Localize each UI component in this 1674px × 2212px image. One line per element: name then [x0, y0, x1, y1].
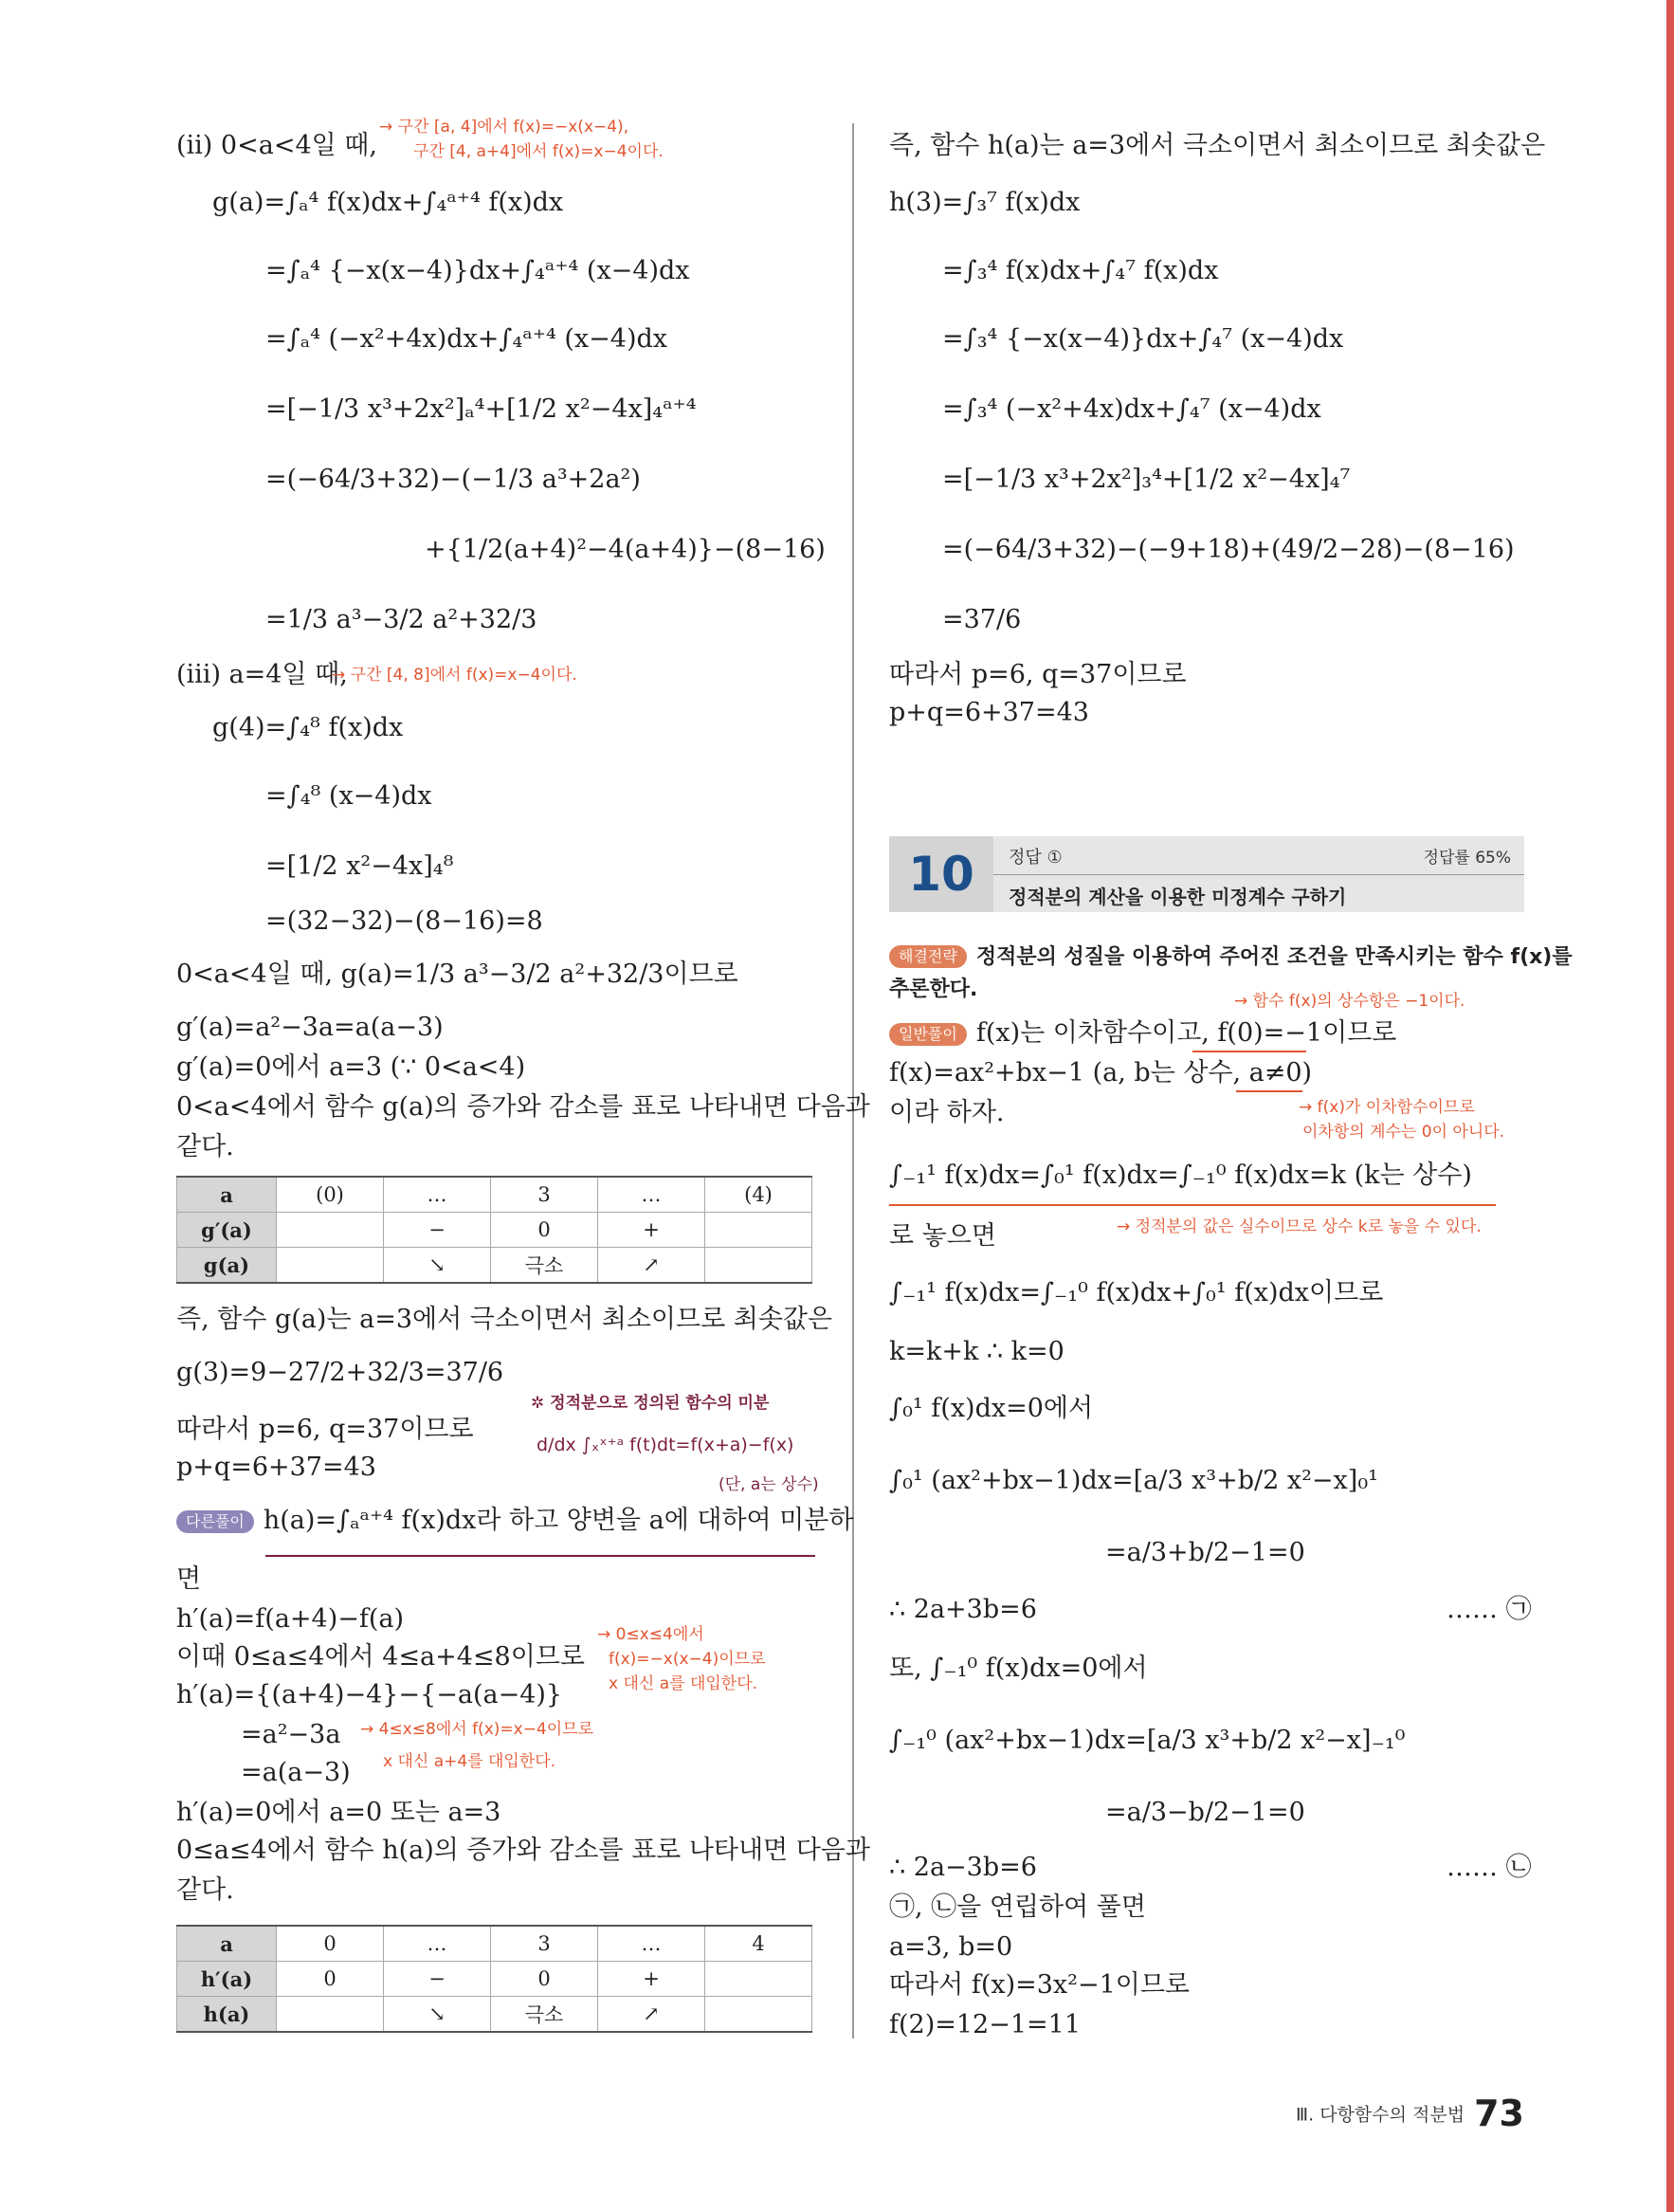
math-line: k=k+k ∴ k=0 — [889, 1337, 1064, 1366]
text-line: 0<a<4에서 함수 g(a)의 증가와 감소를 표로 나타내면 다음과 — [176, 1092, 870, 1122]
case-2-heading: (ⅱ) 0<a<4일 때, — [176, 131, 377, 160]
math-line: g(3)=9−27/2+32/3=37/6 — [176, 1358, 504, 1387]
text-line: 즉, 함수 g(a)는 a=3에서 극소이면서 최소이므로 최솟값은 — [176, 1305, 833, 1334]
math-line: =∫₄⁸ (x−4)dx — [265, 781, 432, 811]
note-substitute-a: x 대신 a를 대입한다. — [609, 1674, 758, 1693]
note-quadratic: 이차항의 계수는 0이 아니다. — [1302, 1123, 1505, 1142]
math-line: g(4)=∫₄⁸ f(x)dx — [212, 713, 404, 742]
text-line: 이라 하자. — [889, 1098, 1005, 1127]
math-line: ∫₋₁⁰ (ax²+bx−1)dx=[a/3 x³+b/2 x²−x]₋₁⁰ — [889, 1726, 1406, 1755]
math-line: =[−1/3 x³+2x²]₃⁴+[1/2 x²−4x]₄⁷ — [942, 465, 1351, 494]
strategy-line-2: 추론한다. — [889, 978, 978, 1001]
math-line: =[−1/3 x³+2x²]ₐ⁴+[1/2 x²−4x]₄ᵃ⁺⁴ — [265, 394, 697, 424]
math-line: h′(a)={(a+4)−4}−{−a(a−4)} — [176, 1680, 563, 1709]
math-line: f(x)=ax²+bx−1 (a, b는 상수, a≠0) — [889, 1058, 1313, 1088]
math-line: h(3)=∫₃⁷ f(x)dx — [889, 188, 1081, 217]
math-line: g(a)=∫ₐ⁴ f(x)dx+∫₄ᵃ⁺⁴ f(x)dx — [212, 188, 564, 217]
text-line: 면 — [176, 1564, 202, 1594]
math-line: =(−64/3+32)−(−1/3 a³+2a²) — [265, 465, 641, 494]
problem-number: 10 — [889, 836, 993, 912]
math-line: =a(a−3) — [241, 1758, 351, 1787]
math-line: =a²−3a — [241, 1720, 341, 1749]
math-line: ∴ 2a+3b=6 — [889, 1595, 1037, 1624]
variation-table-h — [176, 1925, 812, 2033]
table-row: h′(a) 0 − 0 + — [177, 1962, 812, 1997]
note-interval-1: → 구간 [a, 4]에서 f(x)=−x(x−4), — [379, 118, 629, 137]
note-substitute-a4: → 4≤x≤8에서 f(x)=x−4이므로 — [360, 1720, 594, 1739]
note-quadratic: → f(x)가 이차함수이므로 — [1299, 1098, 1475, 1117]
header-divider — [993, 874, 1524, 875]
math-line: =∫₃⁴ (−x²+4x)dx+∫₄⁷ (x−4)dx — [942, 394, 1321, 424]
variation-table-g — [176, 1176, 812, 1284]
text-line: 따라서 p=6, q=37이므로 — [889, 660, 1187, 689]
math-line: +{1/2(a+4)²−4(a+4)}−(8−16) — [425, 535, 826, 564]
text-line: 로 놓으면 — [889, 1221, 996, 1251]
math-line: ∫₀¹ f(x)dx=0에서 — [889, 1394, 1094, 1423]
derivative-note-title: ✲ 정적분으로 정의된 함수의 미분 — [531, 1394, 770, 1413]
math-line: a=3, b=0 — [889, 1932, 1013, 1962]
strategy-line: 해결전략 정적분의 성질을 이용하여 주어진 조건을 만족시키는 함수 f(x)를 — [889, 939, 1573, 975]
math-line: p+q=6+37=43 — [176, 1453, 376, 1482]
text-line: ㉠, ㉡을 연립하여 풀면 — [889, 1892, 1146, 1922]
math-line: 0<a<4일 때, g(a)=1/3 a³−3/2 a²+32/3이므로 — [176, 960, 738, 989]
math-line: ∴ 2a−3b=6 — [889, 1853, 1037, 1882]
math-line: g′(a)=a²−3a=a(a−3) — [176, 1013, 444, 1042]
math-line: =a/3+b/2−1=0 — [1105, 1538, 1305, 1567]
math-line: p+q=6+37=43 — [889, 698, 1089, 727]
case-3-heading: (ⅲ) a=4일 때, — [176, 660, 348, 689]
table-row: g′(a) − 0 + — [177, 1213, 812, 1248]
math-line: 따라서 f(x)=3x²−1이므로 — [889, 1970, 1191, 2000]
text-line: 같다. — [176, 1875, 234, 1905]
underline-k — [889, 1204, 1496, 1206]
math-line: =[1/2 x²−4x]₄⁸ — [265, 851, 454, 881]
text-line: 따라서 p=6, q=37이므로 — [176, 1415, 474, 1444]
problem-title: 정적분의 계산을 이용한 미정계수 구하기 — [1009, 886, 1347, 908]
answer-label: 정답 ① — [1009, 848, 1063, 868]
note-substitute-a: f(x)=−x(x−4)이므로 — [609, 1650, 766, 1669]
math-line: ∫₀¹ (ax²+bx−1)dx=[a/3 x³+b/2 x²−x]₀¹ — [889, 1466, 1378, 1495]
section-title: Ⅲ. 다항함수의 적분법 — [1296, 2104, 1465, 2126]
note-interval-3: → 구간 [4, 8]에서 f(x)=x−4이다. — [332, 666, 577, 685]
solution-tag: 일반풀이 — [889, 1023, 967, 1046]
underline-f0 — [1192, 1051, 1306, 1052]
table-row: a (0) … 3 … (4) — [177, 1177, 812, 1213]
equation-marker-1: …… ㉠ — [1447, 1595, 1532, 1624]
math-line: =(32−32)−(8−16)=8 — [265, 906, 543, 936]
math-line: =a/3−b/2−1=0 — [1105, 1798, 1305, 1827]
solution-line: 일반풀이 f(x)는 이차함수이고, f(0)=−1이므로 — [889, 1016, 1396, 1051]
table-row: h(a) ↘ 극소 ↗ — [177, 1997, 812, 2033]
table-row: g(a) ↘ 극소 ↗ — [177, 1248, 812, 1284]
text-line: 즉, 함수 h(a)는 a=3에서 극소이면서 최소이므로 최솟값은 — [889, 131, 1546, 160]
problem-header — [889, 836, 1524, 912]
page-edge-bar — [1666, 0, 1674, 2212]
equation-marker-2: …… ㉡ — [1447, 1853, 1532, 1882]
math-line: h′(a)=0에서 a=0 또는 a=3 — [176, 1798, 501, 1827]
math-line: =(−64/3+32)−(−9+18)+(49/2−28)−(8−16) — [942, 535, 1515, 564]
math-line: =∫₃⁴ f(x)dx+∫₄⁷ f(x)dx — [942, 256, 1219, 285]
math-line: ∫₋₁¹ f(x)dx=∫₀¹ f(x)dx=∫₋₁⁰ f(x)dx=k (k는 상수) — [889, 1161, 1472, 1190]
page-number: 73 — [1474, 2093, 1524, 2134]
math-line: =1/3 a³−3/2 a²+32/3 — [265, 605, 537, 634]
note-interval-2: 구간 [4, a+4]에서 f(x)=x−4이다. — [413, 142, 664, 161]
text-line: 같다. — [176, 1132, 234, 1161]
column-divider — [852, 123, 854, 2038]
derivative-note-condition: (단, a는 상수) — [719, 1475, 819, 1494]
alt-solution-line: 다른풀이 h(a)=∫ₐᵃ⁺⁴ f(x)dx라 하고 양변을 a에 대하여 미분하 — [176, 1504, 853, 1538]
page-footer — [1296, 2093, 1524, 2134]
derivative-note-formula: d/dx ∫ₓˣ⁺ᵃ f(t)dt=f(x+a)−f(x) — [537, 1435, 794, 1455]
math-line: ∫₋₁¹ f(x)dx=∫₋₁⁰ f(x)dx+∫₀¹ f(x)dx이므로 — [889, 1278, 1384, 1307]
note-integral-constant: → 정적분의 값은 실수이므로 상수 k로 놓을 수 있다. — [1117, 1217, 1482, 1236]
math-line: =37/6 — [942, 605, 1022, 634]
note-constant-term: → 함수 f(x)의 상수항은 −1이다. — [1234, 992, 1465, 1011]
correct-rate: 정답률 65% — [1423, 849, 1511, 868]
text-line: 0≤a≤4에서 함수 h(a)의 증가와 감소를 표로 나타내면 다음과 — [176, 1836, 870, 1865]
math-line: 또, ∫₋₁⁰ f(x)dx=0에서 — [889, 1654, 1148, 1683]
math-line: =∫ₐ⁴ (−x²+4x)dx+∫₄ᵃ⁺⁴ (x−4)dx — [265, 324, 667, 354]
math-line: h′(a)=f(a+4)−f(a) — [176, 1604, 405, 1634]
math-line: 이때 0≤a≤4에서 4≤a+4≤8이므로 — [176, 1642, 585, 1672]
strategy-tag: 해결전략 — [889, 945, 967, 968]
math-line: =∫₃⁴ {−x(x−4)}dx+∫₄⁷ (x−4)dx — [942, 324, 1344, 354]
alt-solution-tag: 다른풀이 — [176, 1510, 254, 1533]
math-line: g′(a)=0에서 a=3 (∵ 0<a<4) — [176, 1052, 526, 1082]
note-substitute-a: → 0≤x≤4에서 — [597, 1625, 704, 1644]
underline-a-nonzero — [1236, 1090, 1302, 1092]
alt-underline — [265, 1555, 815, 1557]
math-line: =∫ₐ⁴ {−x(x−4)}dx+∫₄ᵃ⁺⁴ (x−4)dx — [265, 256, 690, 285]
math-line: f(2)=12−1=11 — [889, 2010, 1081, 2039]
table-row: a 0 … 3 … 4 — [177, 1926, 812, 1962]
note-substitute-a4: x 대신 a+4를 대입한다. — [383, 1752, 556, 1771]
